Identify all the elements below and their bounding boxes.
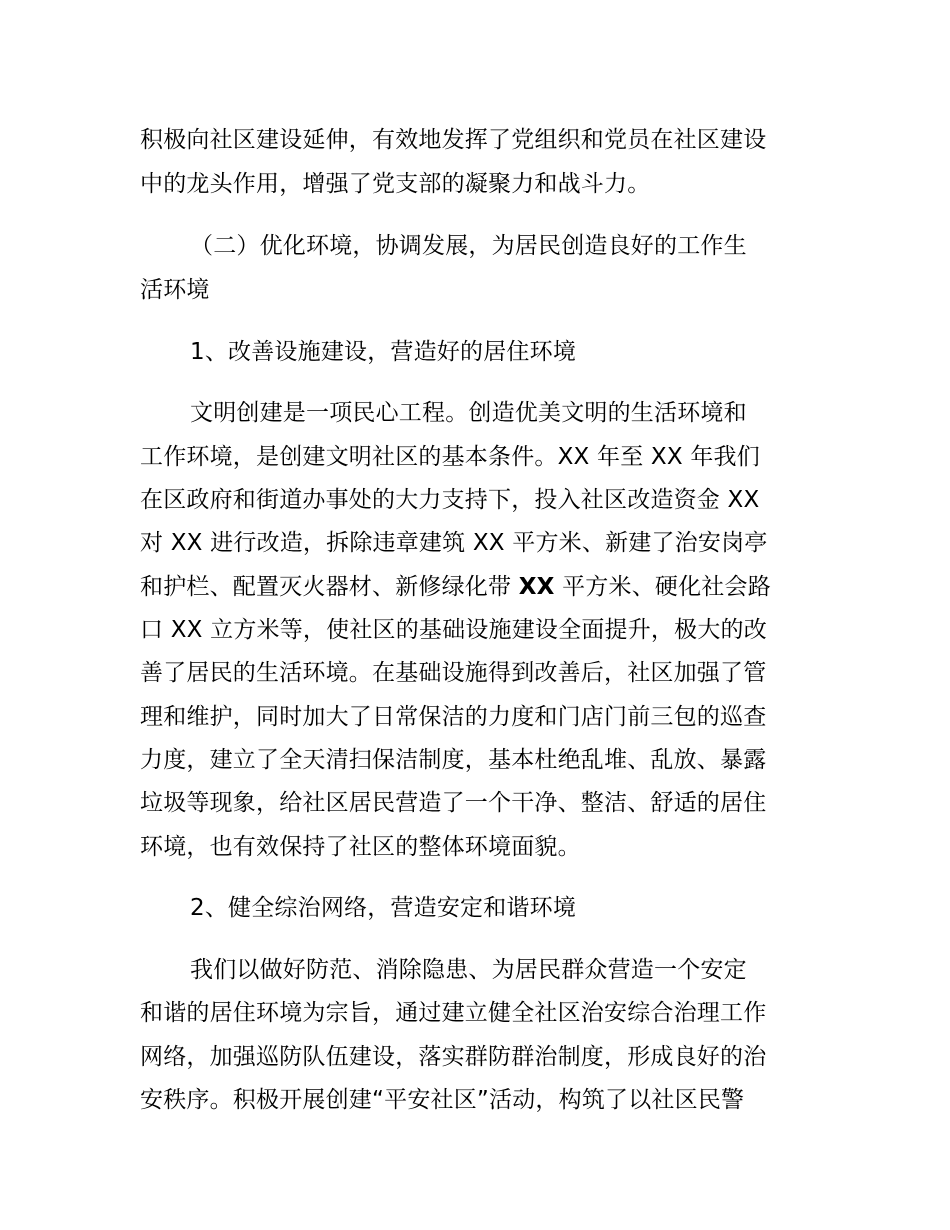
- body-text-line: 对 XX 进行改造，拆除违章建筑 XX 平方米、新建了治安岗亭: [140, 530, 768, 556]
- subheading-1: 1、改善设施建设，营造好的居住环境: [190, 339, 577, 365]
- body-text-line: 在区政府和街道办事处的大力支持下，投入社区改造资金 XX: [140, 487, 760, 513]
- body-text-line: 环境，也有效保持了社区的整体环境面貌。: [140, 834, 581, 860]
- body-text-line: 中的龙头作用，增强了党支部的凝聚力和战斗力。: [140, 171, 651, 197]
- body-text-line: 工作环境，是创建文明社区的基本条件。XX 年至 XX 年我们: [140, 444, 760, 470]
- body-text-line: 垃圾等现象，给社区居民营造了一个干净、整洁、舒适的居住: [140, 790, 767, 816]
- section-heading-line: 活环境: [140, 277, 210, 303]
- body-text-line: 力度，建立了全天清扫保洁制度，基本杜绝乱堆、乱放、暴露: [140, 747, 767, 773]
- body-text-line: 口 XX 立方米等，使社区的基础设施建设全面提升，极大的改: [140, 617, 767, 643]
- body-text-line: 我们以做好防范、消除隐患、为居民群众营造一个安定: [190, 957, 747, 983]
- body-text-line: 安秩序。积极开展创建“平安社区”活动，构筑了以社区民警: [140, 1087, 745, 1113]
- section-heading-line: （二）优化环境，协调发展，为居民创造良好的工作生: [190, 233, 747, 259]
- body-text-line: 积极向社区建设延伸，有效地发挥了党组织和党员在社区建设: [140, 127, 767, 153]
- body-text-line: 善了居民的生活环境。在基础设施得到改善后，社区加强了管: [140, 660, 767, 686]
- text-segment: 平方米、硬化社会路: [554, 574, 771, 600]
- body-text-line: 理和维护，同时加大了日常保洁的力度和门店门前三包的巡查: [140, 704, 767, 730]
- body-text-line: 文明创建是一项民心工程。创造优美文明的生活环境和: [190, 400, 747, 426]
- text-segment: 和护栏、配置灭火器材、新修绿化带: [140, 574, 519, 600]
- body-text-line: 网络，加强巡防队伍建设，落实群防群治制度，形成良好的治: [140, 1044, 767, 1070]
- body-text-line: [140, 573, 771, 601]
- body-text-line: 和谐的居住环境为宗旨，通过建立健全社区治安综合治理工作: [140, 1000, 767, 1026]
- bold-placeholder: XX: [518, 574, 555, 600]
- subheading-2: 2、健全综治网络，营造安定和谐环境: [190, 895, 577, 921]
